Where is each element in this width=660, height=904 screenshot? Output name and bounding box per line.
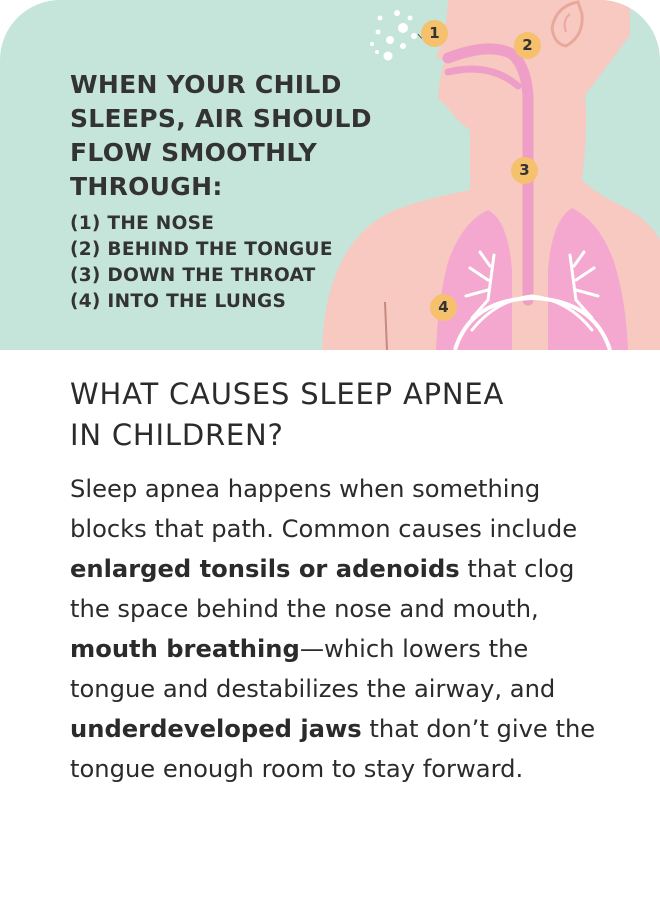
badge-throat: 3 — [511, 157, 538, 184]
airway-steps-list — [70, 211, 333, 315]
section-paragraph — [70, 469, 615, 789]
badge-behind-tongue: 2 — [514, 32, 541, 59]
hero-title-line: SLEEPS, AIR SHOULD — [70, 104, 372, 133]
paragraph-text: that clog the space behind the nose and mouth, — [70, 555, 575, 623]
paragraph-text: that don’t give the tongue enough room to stay forward. — [70, 715, 596, 783]
step-nose: (1) THE NOSE — [70, 213, 215, 234]
hero-title-line: WHEN YOUR CHILD — [70, 70, 342, 99]
paragraph-text: —which lowers the tongue and destabilizes the airway, and — [70, 635, 556, 703]
badge-lungs: 4 — [430, 294, 457, 321]
paragraph-emphasis-tonsils: enlarged tonsils or adenoids — [70, 555, 460, 583]
step-throat: (3) DOWN THE THROAT — [70, 265, 316, 286]
step-behind-tongue: (2) BEHIND THE TONGUE — [70, 239, 333, 260]
paragraph-emphasis-mouth-breathing: mouth breathing — [70, 635, 300, 663]
section-heading-line: WHAT CAUSES SLEEP APNEA — [70, 377, 505, 411]
section-heading-line: IN CHILDREN? — [70, 418, 284, 452]
airway-illustration-panel — [0, 0, 660, 350]
hero-title — [70, 68, 372, 204]
badge-nose: 1 — [421, 20, 448, 47]
paragraph-text: Sleep apnea happens when something blocks that path. Common causes include — [70, 475, 578, 543]
hero-title-line: THROUGH: — [70, 172, 223, 201]
air-particles-icon — [370, 10, 417, 61]
paragraph-emphasis-jaws: underdeveloped jaws — [70, 715, 362, 743]
step-lungs: (4) INTO THE LUNGS — [70, 291, 287, 312]
section-heading — [70, 374, 504, 456]
hero-title-line: FLOW SMOOTHLY — [70, 138, 318, 167]
